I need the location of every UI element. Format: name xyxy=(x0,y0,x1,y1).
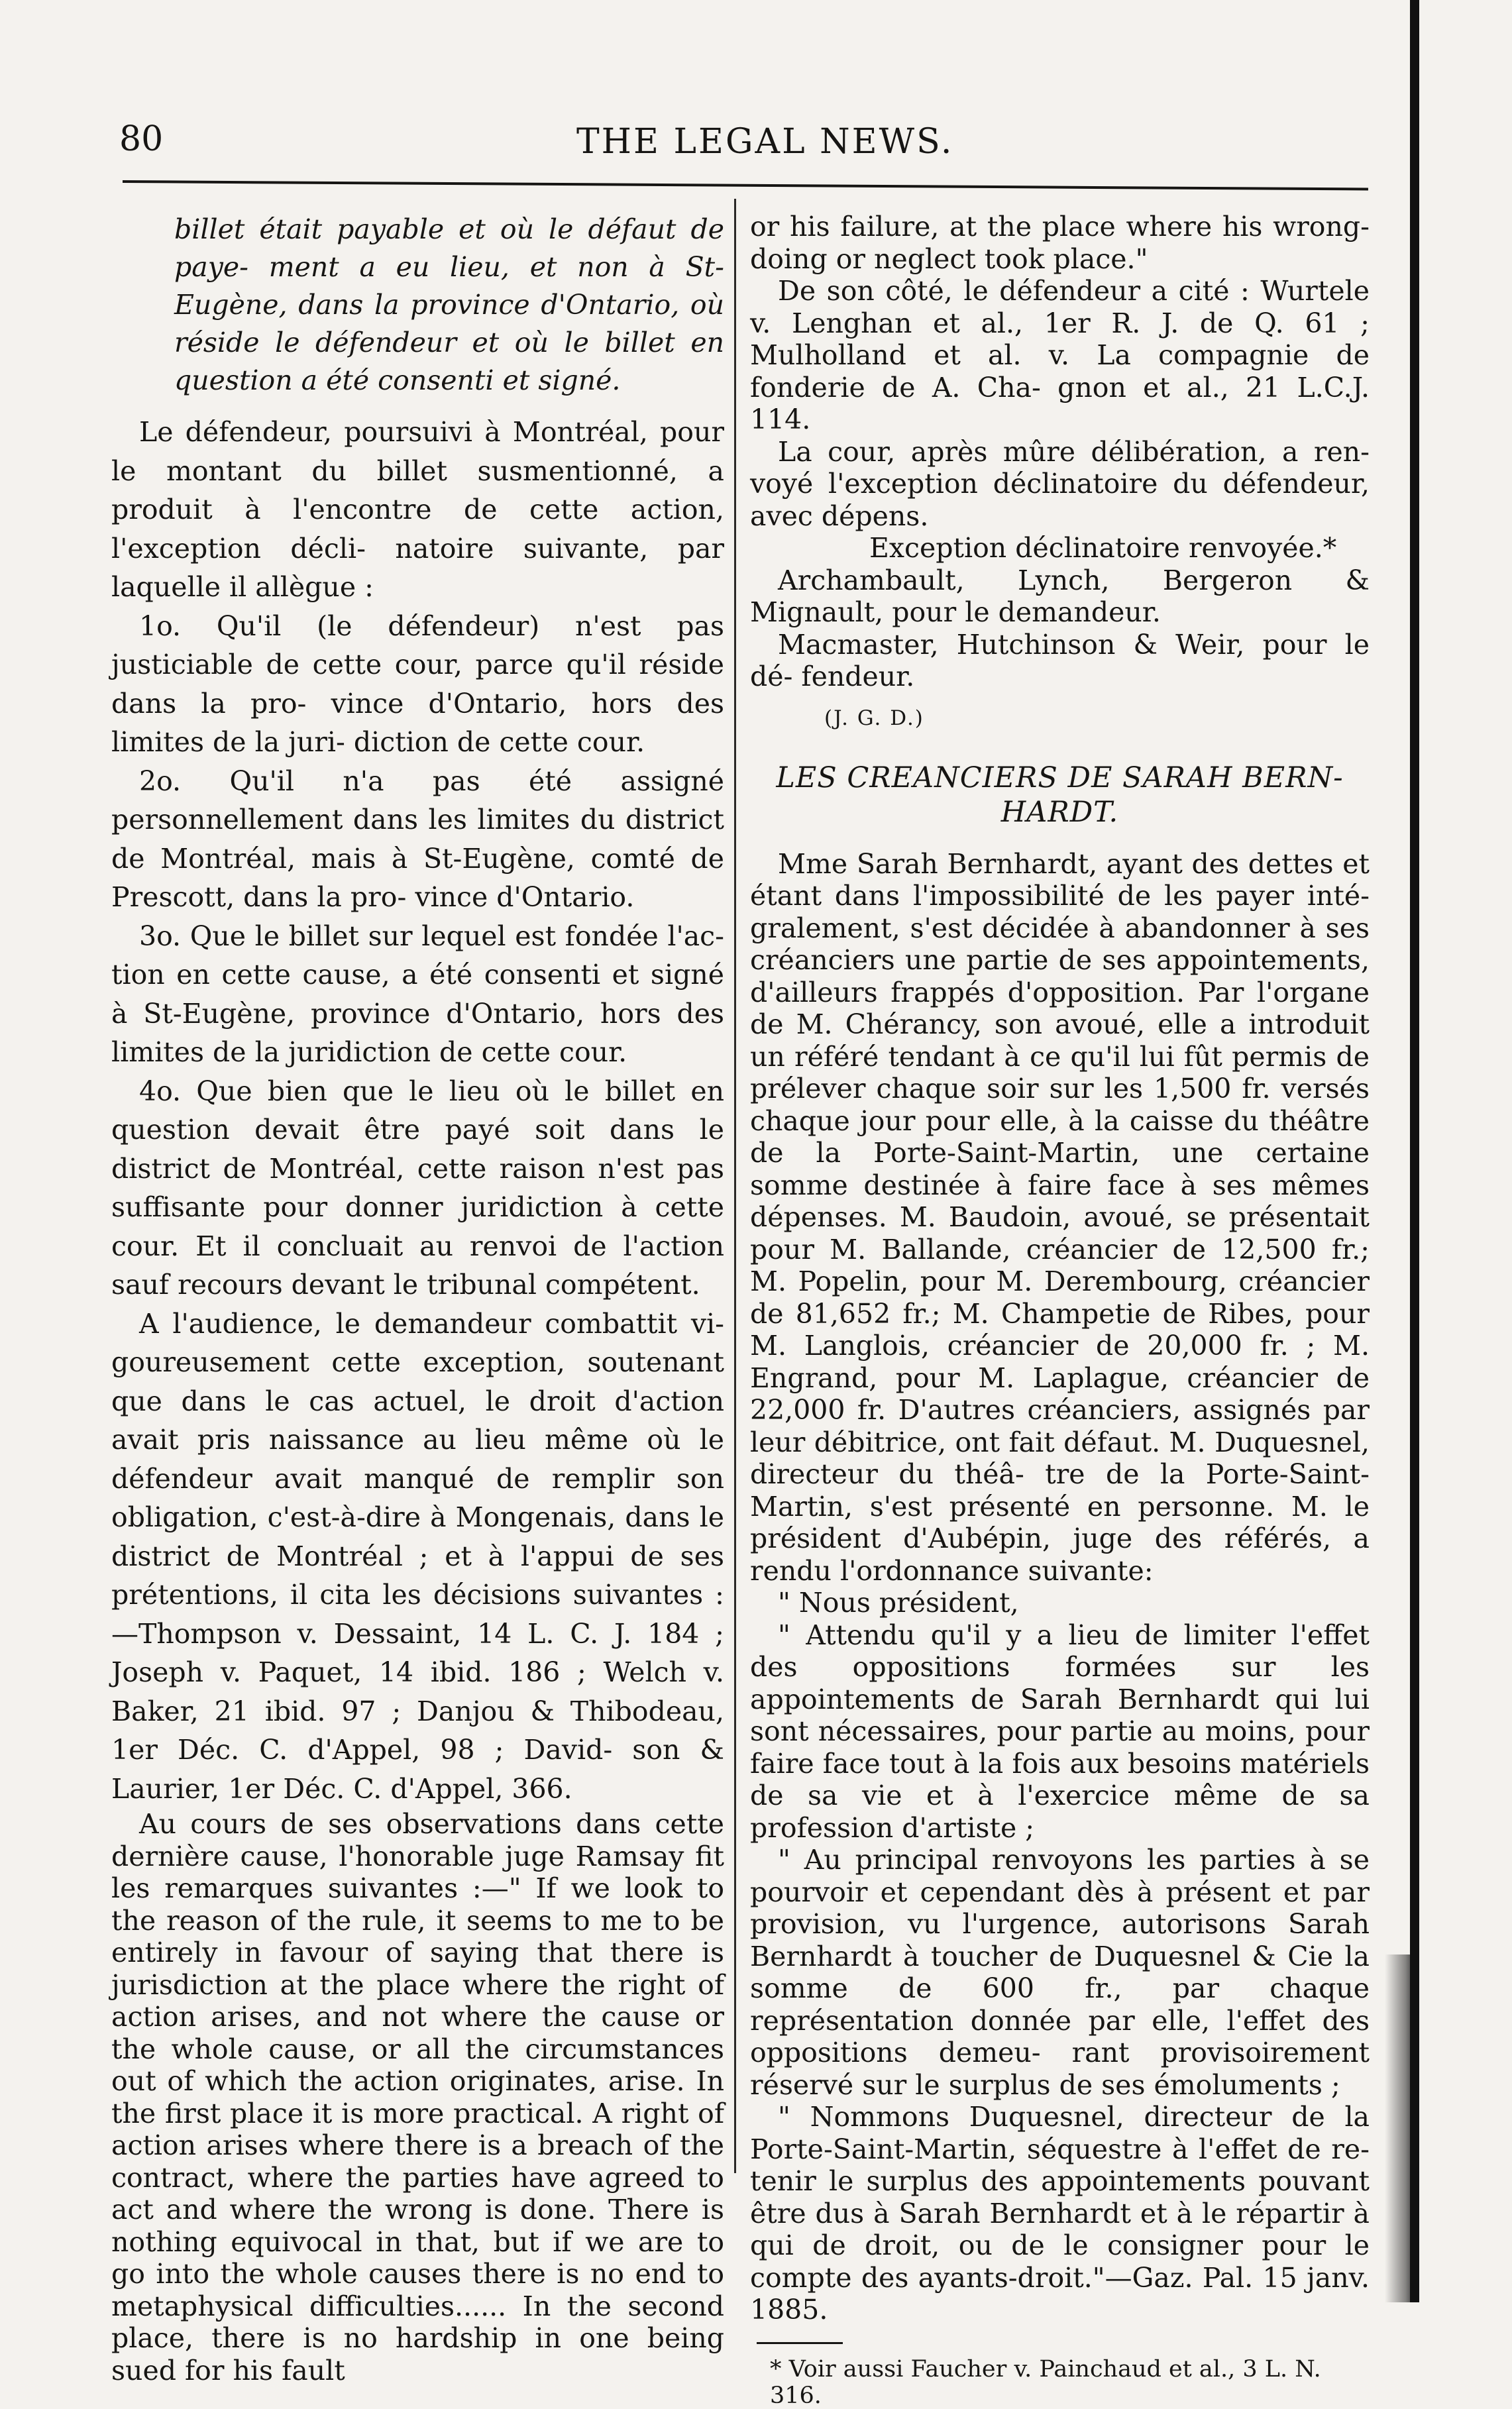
paragraph: " Attendu qu'il y a lieu de limiter l'effet des oppositions formées sur les appointements de Sarah Bernhardt qui lui sont nécessaires, pour partie au moins, pour faire face tout à la fois aux besoins matériels de sa vie et à l'exercice même de sa profession d'artiste ; xyxy=(750,1619,1370,1844)
paragraph: " Nommons Duquesnel, directeur de la Porte-Saint-Martin, séquestre à l'effet de re- tenir le surplus des appointements pouvant être dus à Sarah Bernhardt et à le répartir à qui de droit, ou de le consigner pour le compte des ayants-droit."—Gaz. Pal. 15 janv. 1885. xyxy=(750,2101,1370,2326)
paragraph: or his failure, at the place where his wrong- doing or neglect took place." xyxy=(750,211,1370,275)
paragraph: Archambault, Lynch, Bergeron & Mignault, pour le demandeur. xyxy=(750,564,1370,628)
paragraph: 3o. Que le billet sur lequel est fondée l'ac- tion en cette cause, a été consenti et signé à St-Eugène, province d'Ontario, hors des limites de la juridiction de cette cour. xyxy=(111,920,724,1068)
paragraph: La cour, après mûre délibération, a ren- voyé l'exception déclinatoire du défendeur, avec dépens. xyxy=(750,435,1370,532)
header-rule xyxy=(123,180,1368,190)
paragraph: " Au principal renvoyons les parties à se pourvoir et cependant dès à présent et par provision, vu l'urgence, autorisons Sarah Bernhardt à toucher de Duquesnel & Cie la somme de 600 fr., par chaque représentation donnée par elle, l'effet des oppositions demeu- rant provisoirement réservé sur le surplus de ses émoluments ; xyxy=(750,1844,1370,2101)
paragraph: 4o. Que bien que le lieu où le billet en question devait être payé soit dans le district de Montréal, cette raison n'est pas suffisante pour donner juridiction à cette cour. Et il concluait au renvoi de l'action sauf recours devant le tribunal compétent. xyxy=(111,1075,724,1301)
footnote: * Voir aussi Faucher v. Painchaud et al., 3 L. N. 316. xyxy=(770,2355,1321,2409)
page-edge xyxy=(1410,0,1419,2302)
page-number: 80 xyxy=(119,119,164,159)
judgment-line: Exception déclinatoire renvoyée.* xyxy=(869,532,1337,564)
reporter-signature: (J. G. D.) xyxy=(824,706,924,730)
paragraph: 1o. Qu'il (le défendeur) n'est pas justiciable de cette cour, parce qu'il réside dans la pro- vince d'Ontario, hors des limites de la juri- diction de cette cour. xyxy=(111,610,724,758)
article-title: LES CREANCIERS DE SARAH BERN- HARDT. xyxy=(776,761,1344,829)
running-title: THE LEGAL NEWS. xyxy=(576,122,954,162)
footnote-rule xyxy=(757,2342,843,2344)
paragraph: Le défendeur, poursuivi à Montréal, pour le montant du billet susmentionné, a produit à l'encontre de cette action, l'exception décli- natoire suivante, par laquelle il allègue : xyxy=(111,416,724,603)
paragraph: Mme Sarah Bernhardt, ayant des dettes et étant dans l'impossibilité de les payer inté- gralement, s'est décidée à abandonner à ses créanciers une partie de ses appointements, d'ailleurs frappés d'opposition. Par l'organe de M. Chérancy, son avoué, elle a introduit un référé tendant à ce qu'il lui fût permis de prélever chaque soir sur les 1,500 fr. versés chaque jour pour elle, à la caisse du théâtre de la Porte-Saint-Martin, une certaine somme destinée à faire face à ses mêmes dépenses. M. Baudoin, avoué, se présentait pour M. Ballande, créancier de 12,500 fr.; M. Popelin, pour M. Derembourg, créancier de 81,652 fr.; M. Champetie de Ribes, pour M. Langlois, créancier de 20,000 fr. ; M. Engrand, pour M. Laplague, créancier de 22,000 fr. D'autres créanciers, assignés par leur débitrice, ont fait défaut. M. Duquesnel, directeur du théâ- tre de la Porte-Saint-Martin, s'est présenté en personne. M. le président d'Aubépin, juge des référés, a rendu l'ordonnance suivante: xyxy=(750,847,1370,1587)
column-divider xyxy=(734,199,736,2173)
paragraph: 2o. Qu'il n'a pas été assigné personnellement dans les limites du district de Montréal, mais à St-Eugène, comté de Prescott, dans la pro- vince d'Ontario. xyxy=(111,765,724,913)
page-header xyxy=(119,113,1405,172)
case-summary: billet était payable et où le défaut de paye- ment a eu lieu, et non à St-Eugène, dans la province d'Ontario, où réside le défendeur et où le billet en question a été consenti et signé. xyxy=(174,213,724,396)
paragraph: A l'audience, le demandeur combattit vi- goureusement cette exception, soutenant que dans le cas actuel, le droit d'action avait pris naissance au lieu même où le défendeur avait manqué de remplir son obligation, c'est-à-dire à Mongenais, dans le district de Montréal ; et à l'appui de ses prétentions, il cita les décisions suivantes :—Thompson v. Dessaint, 14 L. C. J. 184 ; Joseph v. Paquet, 14 ibid. 186 ; Welch v. Baker, 21 ibid. 97 ; Danjou & Thibodeau, 1er Déc. C. d'Appel, 98 ; David- son & Laurier, 1er Déc. C. d'Appel, 366. xyxy=(111,1307,724,1805)
left-column xyxy=(111,211,724,2386)
right-column xyxy=(750,211,1370,2409)
paragraph: " Nous président, xyxy=(778,1587,1019,1619)
paragraph: Au cours de ses observations dans cette dernière cause, l'honorable juge Ramsay fit les remarques suivantes :—" If we look to the reason of the rule, it seems to me to be entirely in favour of saying that there is jurisdiction at the place where the right of action arises, and not where the cause or the whole cause, or all the circumstances out of which the action originates, arise. In the first place it is more practical. A right of action arises where there is a breach of the contract, where the parties have agreed to act and where the wrong is done. There is nothing equivocal in that, but if we are to go into the whole causes there is no end to metaphysical difficulties...... In the second place, there is no hardship in one being sued for his fault xyxy=(111,1808,724,2386)
paragraph: De son côté, le défendeur a cité : Wurtele v. Lenghan et al., 1er R. J. de Q. 61 ; Mulholland et al. v. La compagnie de fonderie de A. Cha- gnon et al., 21 L.C.J. 114. xyxy=(750,275,1370,435)
paragraph: Macmaster, Hutchinson & Weir, pour le dé- fendeur. xyxy=(750,628,1370,692)
